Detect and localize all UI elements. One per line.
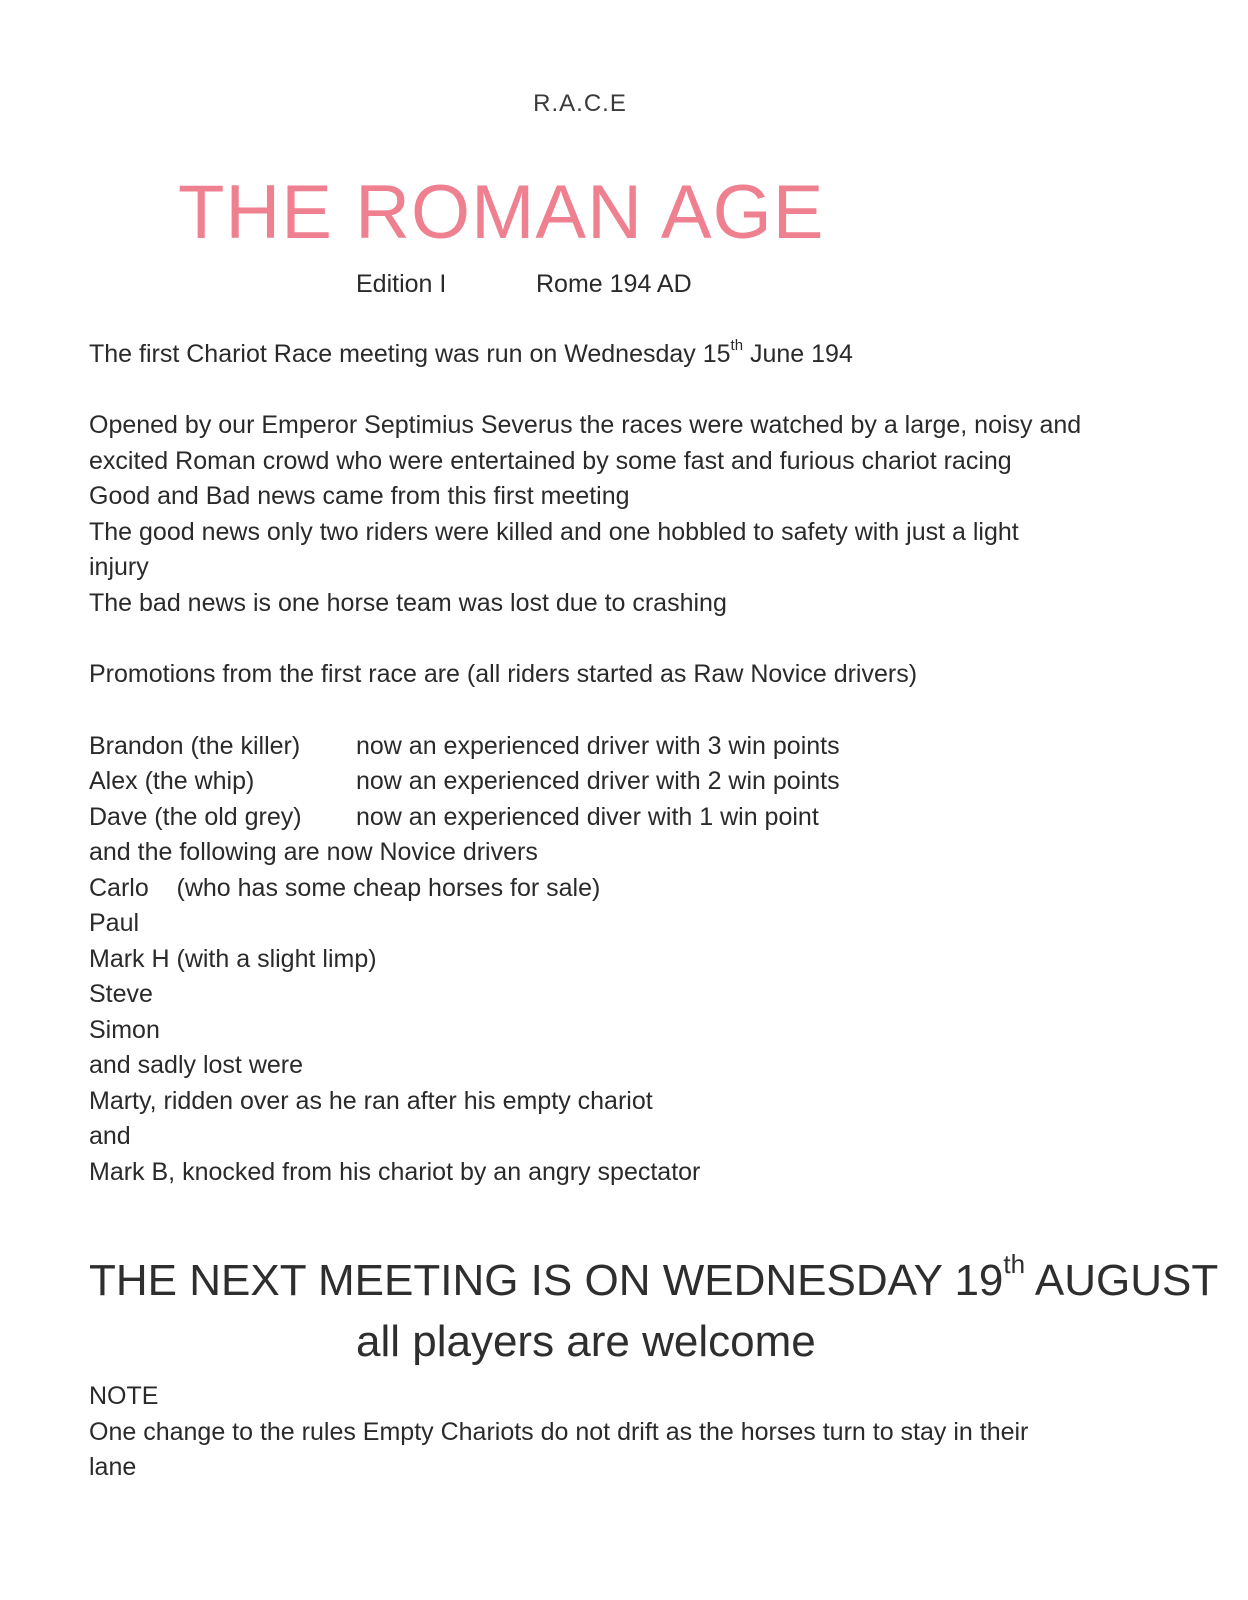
driver-status: now an experienced driver with 2 win points xyxy=(356,767,840,795)
report-line: The bad news is one horse team was lost due to crashing xyxy=(89,589,727,617)
roster-line: Steve xyxy=(89,980,153,1008)
next-meeting-month: AUGUST xyxy=(1025,1256,1219,1305)
driver-status: now an experienced driver with 3 win points xyxy=(356,732,840,760)
roster-line: Carlo (who has some cheap horses for sale) xyxy=(89,874,601,902)
next-meeting-text: THE NEXT MEETING IS ON WEDNESDAY 19 xyxy=(89,1256,1004,1305)
note-line: lane xyxy=(89,1453,137,1481)
place-date-label: Rome 194 AD xyxy=(536,270,692,298)
next-meeting-ordinal: th xyxy=(1003,1249,1026,1279)
driver-name: Dave (the old grey) xyxy=(89,803,302,831)
note-line: One change to the rules Empty Chariots do not drift as the horses turn to stay in their xyxy=(89,1418,1029,1446)
welcome-line: all players are welcome xyxy=(356,1317,816,1366)
roster-line: and xyxy=(89,1122,131,1150)
driver-status: now an experienced diver with 1 win point xyxy=(356,803,819,831)
roster-line: Mark B, knocked from his chariot by an angry spectator xyxy=(89,1158,701,1186)
intro-ordinal: th xyxy=(730,337,744,354)
promotions-heading: Promotions from the first race are (all riders started as Raw Novice drivers) xyxy=(89,660,918,688)
edition-label: Edition I xyxy=(356,270,447,298)
report-line: The good news only two riders were killed and one hobbled to safety with just a light xyxy=(89,518,1019,546)
roster-line: Paul xyxy=(89,909,140,937)
page-title: THE ROMAN AGE xyxy=(178,170,825,255)
next-meeting-announcement xyxy=(89,1249,1219,1309)
intro-text-end: June 194 xyxy=(743,340,853,368)
org-acronym: R.A.C.E xyxy=(533,90,627,117)
roster-line: and the following are now Novice drivers xyxy=(89,838,538,866)
report-line: injury xyxy=(89,553,149,581)
report-line: Opened by our Emperor Septimius Severus the races were watched by a large, noisy and xyxy=(89,411,1082,439)
note-heading: NOTE xyxy=(89,1382,159,1410)
driver-name: Alex (the whip) xyxy=(89,767,255,795)
roster-line: Mark H (with a slight limp) xyxy=(89,945,377,973)
roster-line: and sadly lost were xyxy=(89,1051,304,1079)
driver-name: Brandon (the killer) xyxy=(89,732,301,760)
report-line: excited Roman crowd who were entertained by some fast and furious chariot racing xyxy=(89,447,1012,475)
report-line: Good and Bad news came from this first meeting xyxy=(89,482,630,510)
roster-line: Marty, ridden over as he ran after his empty chariot xyxy=(89,1087,653,1115)
intro-line xyxy=(89,336,853,372)
roster-line: Simon xyxy=(89,1016,160,1044)
intro-text: The first Chariot Race meeting was run on Wednesday 15 xyxy=(89,340,731,368)
